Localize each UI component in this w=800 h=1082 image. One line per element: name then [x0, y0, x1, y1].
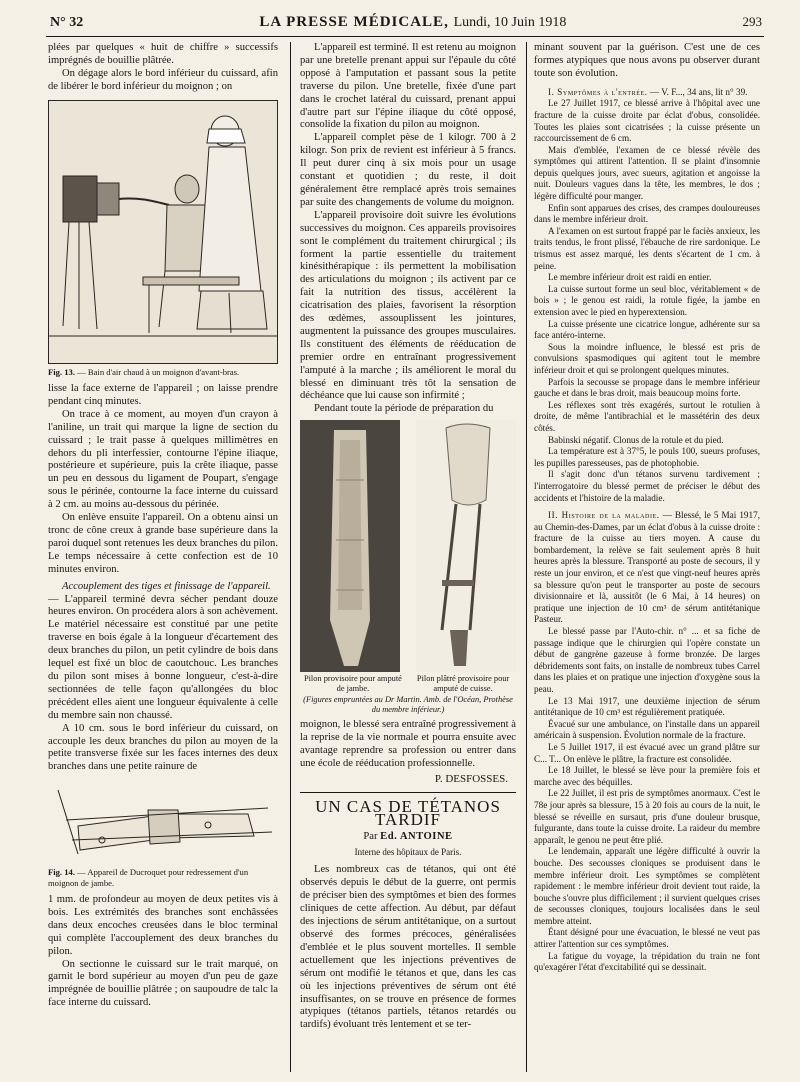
case-paragraph: Le 5 Juillet 1917, il est évacué avec un grand plâtre sur C... T... On enlève le plâtre, la fracture est consolidée.: [534, 741, 760, 764]
paragraph: plées par quelques « huit de chiffre » successifs imprégnés de bouillie plâtrée.: [48, 42, 278, 66]
byline-prefix: Par: [363, 830, 378, 842]
case-paragraph: Parfois la secousse se propage dans le membre inférieur gauche et dans le bras droit, mais beaucoup moins forte.: [534, 376, 760, 399]
issue-date: Lundi, 10 Juin 1918: [453, 15, 567, 30]
case-paragraph: La température est à 37°5, le pouls 100, sueurs profuses, les pupilles paresseuses, pas de photophobie.: [534, 446, 760, 468]
section-1-lead-text: — V. F..., 34 ans, lit n° 39.: [649, 86, 748, 97]
article-separator: [300, 792, 516, 793]
prosthesis-photos: [300, 420, 516, 672]
byline: [300, 831, 516, 844]
pilon-cuisse-image: [416, 420, 516, 672]
case-paragraph: La cuisse surtout forme un seul bloc, véritablement « de bois » ; le genou est raidi, la rotule figée, la jambe en extension avec le pied en hyperextension.: [534, 283, 760, 317]
paragraph: A 10 cm. sous le bord inférieur du cuissard, on accouple les deux branches du pilon au moyen de la petite transverse fixée sur les faces internes des deux branches dans une petite rainure de: [48, 722, 278, 773]
figure-14-caption-text: — Appareil de Ducroquet pour redressement d'un moignon de jambe.: [48, 867, 249, 888]
figure-13-caption-text: — Bain d'air chaud à un moignon d'avant-bras.: [77, 366, 240, 377]
section-1-lead: [534, 87, 760, 99]
figure-14-illustration: [48, 780, 278, 864]
paragraph: L'appareil provisoire doit suivre les évolutions successives du moignon. Ces appareils provisoires sont le complément du traitement chirurgical ; ils forment la partie essentielle du traitement kinésithérapique : ils permettent la mobilisation des articulations du moignon ; ils activent par ce fait la nutrition des tissus, accélèrent la cicatrisation des plaies, favorisent la résorption des œdèmes, assouplissent les jointures, augmentent la puissance des groupes musculaires. Ils constituent des éléments de rééducation de premier ordre en entraînant progressivement l'amputé à la marche ; ils améliorent le moral du blessé en diminuant très tôt la sensation de déchéance que lui cause son infirmité ;: [300, 209, 516, 402]
photo-credit: (Figures empruntées au Dr Martin. Amb. de l'Océan, Prothèse du membre inférieur.): [303, 695, 513, 715]
article-title: UN CAS DE TÉTANOS TARDIF: [315, 796, 501, 829]
case-paragraph: Le 13 Mai 1917, une deuxième injection de sérum antitétanique de 10 cm³ est régulièrement pratiquée.: [534, 695, 760, 718]
section-2-lead: [534, 510, 760, 626]
case-paragraph: La cuisse présente une cicatrice longue, adhérente sur sa face antéro-interne.: [534, 318, 760, 341]
case-paragraph: La fatigue du voyage, la trépidation du train ne font qu'exagérer l'état d'excitabilité qui se dessinait.: [534, 950, 760, 973]
paragraph: On dégage alors le bord inférieur du cuissard, afin de libérer le bord inférieur du moignon ; on: [48, 67, 278, 92]
figure-14-label: Fig. 14.: [48, 867, 75, 878]
case-paragraph: Enfin sont apparues des crises, des crampes douloureuses dans le membre inférieur droit.: [534, 202, 760, 225]
sub-heading: Accouplement des tiges et finissage de l'appareil.: [62, 580, 271, 592]
paragraph: minant souvent par la guérison. C'est une de ces formes atypiques que nous avons pu observer durant toute son évolution.: [534, 42, 760, 79]
case-paragraph: Le membre inférieur droit est raidi en entier.: [548, 272, 712, 283]
photo-left-caption: Pilon provisoire pour amputé de jambe.: [303, 674, 402, 694]
case-paragraph: Les réflexes sont très exagérés, surtout le rotulien à droite, de même l'antibrachial et le massétérin des deux côtés.: [534, 399, 760, 433]
figure-13-illustration: [48, 100, 278, 364]
section-1-heading: I. Symptômes à l'entrée.: [548, 86, 648, 97]
sub-heading-paragraph: [48, 581, 278, 594]
pilon-jambe-image: [300, 420, 400, 672]
issue-number: N° 32: [50, 15, 84, 30]
paragraph: On trace à ce moment, au moyen d'un crayon à l'aniline, un trait qui marque la ligne de section du cuissard ; le trait passe à quelques millimètres en dehors du pli interfessier, contourne l'épine iliaque, postérieure et supérieure, puis la crête iliaque, passe un peu en dessous du ligament de Poupart, s'engage sous le périnée, contourne la face interne du cuissard à 2 cm. au moins au-dessous du périnée.: [48, 408, 278, 511]
author-affiliation: Interne des hôpitaux de Paris.: [354, 846, 462, 857]
thigh-stump-pilon-photo: [416, 420, 516, 672]
case-paragraph: Le 18 Juillet, le blessé se lève pour la première fois et marche avec des béquilles.: [534, 765, 760, 787]
paragraph: Pendant toute la période de préparation du: [314, 403, 494, 415]
case-paragraph: Étant désigné pour une évacuation, le blessé ne veut pas attirer l'attention sur ces symptômes.: [534, 927, 760, 950]
case-paragraph: Le blessé passe par l'Auto-chir. n° ... et sa fiche de passage indique que le chirurgien qui l'opère constate un début de gangrène gazeuse à forme bronzée. De larges débridements sont faits, on installe de nombreux tubes Carrel dans les plaies et on pratique une injection d'oxygène sous la peau.: [534, 626, 760, 694]
case-paragraph: Évacué sur une ambulance, on l'installe dans un appareil américain à suspension. Évolution normale de la fracture.: [534, 718, 760, 741]
paragraph: Les nombreux cas de tétanos, qui ont été observés depuis le début de la guerre, ont permis de préciser bien des symptômes et bien des formes cliniques de cette affection. Au début, par défaut des injections de sérum antitétanique, on a surtout observé des formes précoces, généralisées d'emblée et le plus souvent mortelles. Il semble actuellement que les injections préventives de sérum ont modifié le tétanos et que, dans les cas où les injections préventives de sérum ont été insuffisantes, on se trouve en présence de formes atypiques (tétanos partiels, tétanos retardés ou tardifs) évoluant très lentement et se ter-: [300, 864, 516, 1031]
leg-stump-pilon-photo: [300, 420, 400, 672]
page-number: 293: [742, 14, 762, 29]
case-paragraph: Babinski négatif. Clonus de la rotule et du pied.: [548, 434, 724, 445]
ducroquet-apparatus-drawing: [48, 780, 276, 864]
photo-captions: [300, 674, 516, 694]
case-paragraph: Sous la moindre influence, le blessé est pris de convulsions spasmodiques qui agitent tout le membre inférieur droit et qui se prolongent quelques minutes.: [534, 341, 760, 375]
header-rule: [46, 36, 764, 37]
author-signature: P. DESFOSSES.: [434, 772, 508, 785]
paragraph: lisse la face externe de l'appareil ; on laisse prendre pendant cinq minutes.: [48, 383, 278, 407]
column-3: [534, 42, 760, 974]
paragraph: L'appareil est terminé. Il est retenu au moignon par une bretelle prenant appui sur l'épaule du côté opposé à l'amputation et passant sous la petite traverse du pilon. Une bretelle, fixée d'une part dans le crochet latéral du cuissard, prenant appui d'autre part sur l'épine iliaque du côté opposé, consolide la fixation du pilon au moignon.: [300, 42, 516, 131]
figure-14-caption: [48, 867, 278, 888]
running-header: [50, 14, 762, 34]
figure-13-caption: [48, 367, 278, 377]
section-2-heading: II. Histoire de la maladie.: [548, 510, 660, 521]
byline-name: Ed. ANTOINE: [380, 830, 453, 842]
case-paragraph: Le lendemain, apparaît une légère difficulté à ouvrir la bouche. Des secousses cloniques se produisent dans le membre inférieur droit. Les symptômes se complètent rapidement : le membre inférieur droit devient tout raide, la bouche s'ouvre plus difficilement ; il survient quelques crises de secousses cloniques, toujours localisées dans le seul membre atteint.: [534, 846, 760, 926]
paragraph: — L'appareil terminé devra sécher pendant douze heures environ. On procédera alors à son achèvement. Le matériel nécessaire est constitué par une petite traverse en bois égale à la longueur d'écartement des deux branches du pilon, un petit cylindre de bois dans lequel est fixé un bloc de caoutchouc. Les branches du pilon sont mises à bonne longueur, c'est-à-dire sectionnées de telle façon qu'allongées du bloc précédent elles aient une longueur équivalente à celle du membre sain non chaussé.: [48, 593, 278, 721]
column-1: [48, 42, 278, 1010]
paragraph: On enlève ensuite l'appareil. On a obtenu ainsi un tronc de cône creux à grande base supérieure dans la paroi duquel sont retenues les deux branches du pilon. Le temps nécessaire à cette confection est de 10 minutes environ.: [48, 512, 278, 575]
journal-name: LA PRESSE MÉDICALE,: [259, 14, 449, 30]
case-paragraph: A l'examen on est surtout frappé par le faciès anxieux, les traits tendus, le front plissé, l'ébauche de rire sardonique. Le trismus est assez marqué, les dents s'écartent de 1 cm. à peine.: [534, 225, 760, 271]
journal-title: [259, 14, 566, 31]
figure-13-label: Fig. 13.: [48, 366, 75, 377]
case-paragraph: Mais d'emblée, l'examen de ce blessé révèle des symptômes qui attirent l'attention. Il se plaint d'insomnie depuis quelques jours, avec sueurs, agitation et angoisse la nuit. Douleurs vagues dans la tête, les membres, le dos ; légère difficulté pour manger.: [534, 144, 760, 202]
paragraph: On sectionne le cuissard sur le trait marqué, on garnit le bord supérieur au moyen d'un peu de gaze imprégnée de bouillie plâtrée ; on saupoudre de talc la face interne du cuissard.: [48, 958, 278, 1009]
column-rule-1: [290, 42, 291, 1072]
hot-air-bath-engraving: [49, 101, 277, 363]
paragraph: 1 mm. de profondeur au moyen de deux petites vis à bois. Les extrémités des branches sont enchâssées dans deux encoches creusées dans le bloc terminal qui complète l'accouplement des deux branches du pilon.: [48, 894, 278, 957]
column-rule-2: [526, 42, 527, 1072]
paragraph: L'appareil complet pèse de 1 kilogr. 700 à 2 kilogr. Son prix de revient est inférieur à 5 francs. Il peut durer cinq à six mois pour un usage constant et quotidien ; du reste, il doit généralement être remplacé après trois semaines par suite des changements de volume du moignon.: [300, 132, 516, 208]
paragraph: moignon, le blessé sera entraîné progressivement à la reprise de la vie normale et pourra ensuite avec avantage reprendre sa profession ou entrer dans une école de rééducation professionnelle.: [300, 719, 516, 769]
case-paragraph: Il s'agit donc d'un tétanos survenu tardivement ; l'interrogatoire du blessé permet de préciser le début des accidents et l'histoire de la maladie.: [534, 469, 760, 503]
section-2-lead-text: — Blessé, le 5 Mai 1917, au Chemin-des-Dames, par un éclat d'obus à la cuisse droite : fracture de la cuisse au tiers moyen. A cause du bombardement, la relève se fait seulement après 8 huit heures après la blessure. Transporté au poste de secours, il y reste un jour environ, et ce n'est que vingt-neuf heures après sa blessure qu'on peut le transporter au poste de secours divisionnaire et là, aussitôt (le 6 Mai, à 14 heures) on pratique une injection de 10 cm³ de sérum antitétanique Pasteur.: [534, 510, 761, 625]
case-paragraph: Le 27 Juillet 1917, ce blessé arrive à l'hôpital avec une fracture de la cuisse droite par éclat d'obus, consolidée. Toutes les plaies sont cicatrisées ; la cuisse présente un raccourcissement de 6 cm.: [534, 98, 760, 144]
photo-right-caption: Pilon plâtré provisoire pour amputé de cuisse.: [416, 674, 510, 694]
column-2: [300, 42, 516, 1032]
case-paragraph: Le 22 Juillet, il est pris de symptômes anormaux. C'est le 78e jour après sa blessure, 15 à 20 fois au cours de la nuit, le blessé se réveille en sursaut, pris d'une douleur brusque, fulgurante, dans toute la cuisse droite. La raideur du membre apparaît, le genou ne peut être plié.: [534, 788, 760, 845]
